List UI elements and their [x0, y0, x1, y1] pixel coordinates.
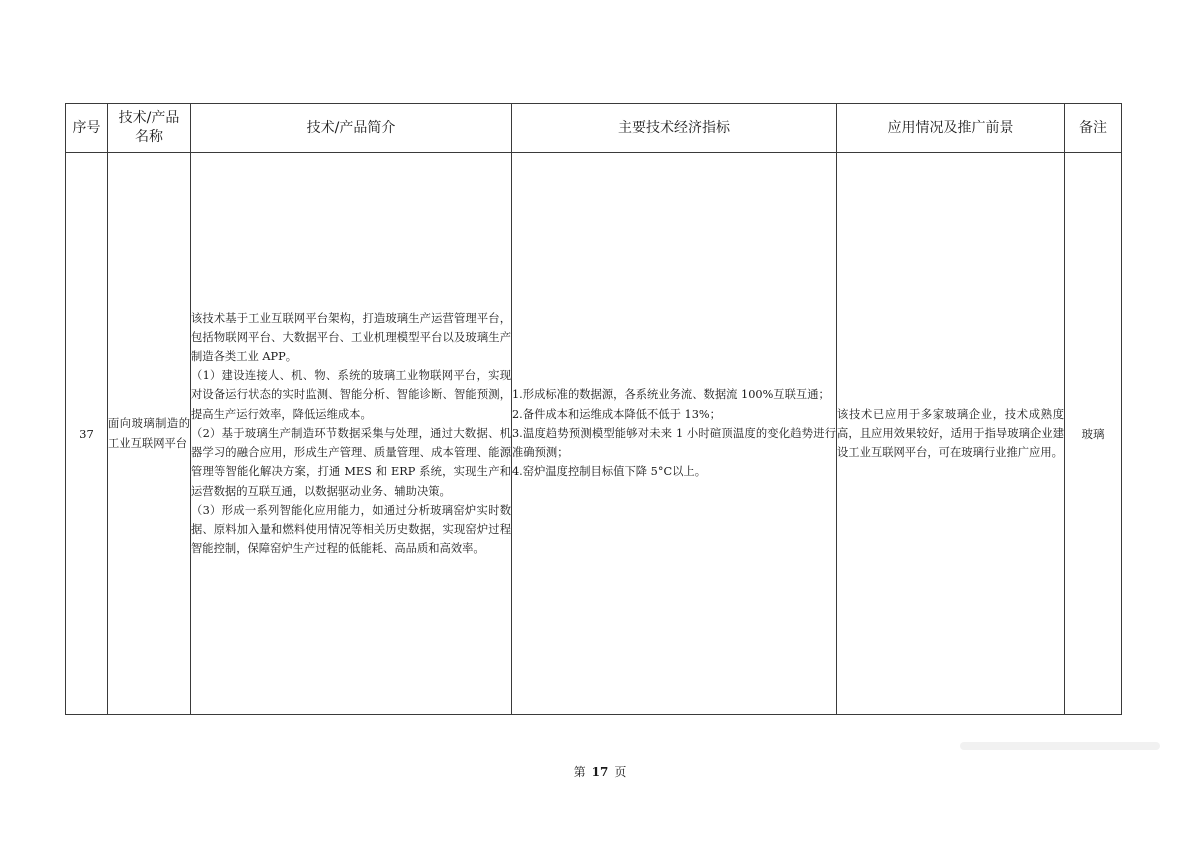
header-name-label: 技术/产品名称	[118, 110, 180, 145]
header-row	[66, 104, 1122, 153]
product-table	[65, 103, 1122, 715]
intro-paragraph: （2）基于玻璃生产制造环节数据采集与处理，通过大数据、机器学习的融合应用，形成生产管理、质量管理、成本管理、能源管理等智能化解决方案，打通 MES 和 ERP 系统，实现生产和运营数据的互联互通，以数据驱动业务、辅助决策。	[191, 426, 511, 498]
row-name: 面向玻璃制造的工业互联网平台	[108, 153, 191, 715]
header-intro: 技术/产品简介	[191, 104, 512, 153]
table-body	[66, 153, 1122, 715]
page-footer	[0, 763, 1200, 780]
intro-paragraph: 该技术基于工业互联网平台架构，打造玻璃生产运营管理平台，包括物联网平台、大数据平台、工业机理模型平台以及玻璃生产制造各类工业 APP。	[191, 311, 511, 364]
intro-paragraph: （3）形成一系列智能化应用能力，如通过分析玻璃窑炉实时数据、原料加入量和燃料使用情况等相关历史数据，实现窑炉过程智能控制，保障窑炉生产过程的低能耗、高品质和高效率。	[191, 503, 511, 556]
row-index: 37	[66, 153, 108, 715]
row-application: 该技术已应用于多家玻璃企业，技术成熟度高，且应用效果较好，适用于指导玻璃企业建设工业互联网平台，可在玻璃行业推广应用。	[837, 153, 1065, 715]
page-number: 17	[591, 765, 609, 779]
header-indicators: 主要技术经济指标	[512, 104, 837, 153]
indicator-item: 1.形成标准的数据源，各系统业务流、数据流 100%互联互通；	[512, 388, 830, 402]
intro-paragraph: （1）建设连接人、机、物、系统的玻璃工业物联网平台，实现对设备运行状态的实时监测、智能分析、智能诊断、智能预测，提高生产运行效率，降低运维成本。	[191, 369, 511, 421]
table-header	[66, 104, 1122, 153]
indicator-item: 4.窑炉温度控制目标值下降 5°C以上。	[512, 465, 707, 479]
header-name	[108, 104, 191, 153]
table-row	[66, 153, 1122, 715]
indicator-item: 3.温度趋势预测模型能够对未来 1 小时碹顶温度的变化趋势进行准确预测；	[512, 426, 836, 460]
footer-prefix: 第	[573, 765, 586, 779]
header-application: 应用情况及推广前景	[837, 104, 1065, 153]
scan-smudge	[960, 742, 1160, 750]
header-remark: 备注	[1065, 104, 1122, 153]
row-intro	[191, 153, 512, 715]
row-indicators	[512, 153, 837, 715]
indicator-item: 2.备件成本和运维成本降低不低于 13%；	[512, 407, 721, 421]
header-index: 序号	[66, 104, 108, 153]
footer-suffix: 页	[614, 765, 627, 779]
row-remark: 玻璃	[1065, 153, 1122, 715]
